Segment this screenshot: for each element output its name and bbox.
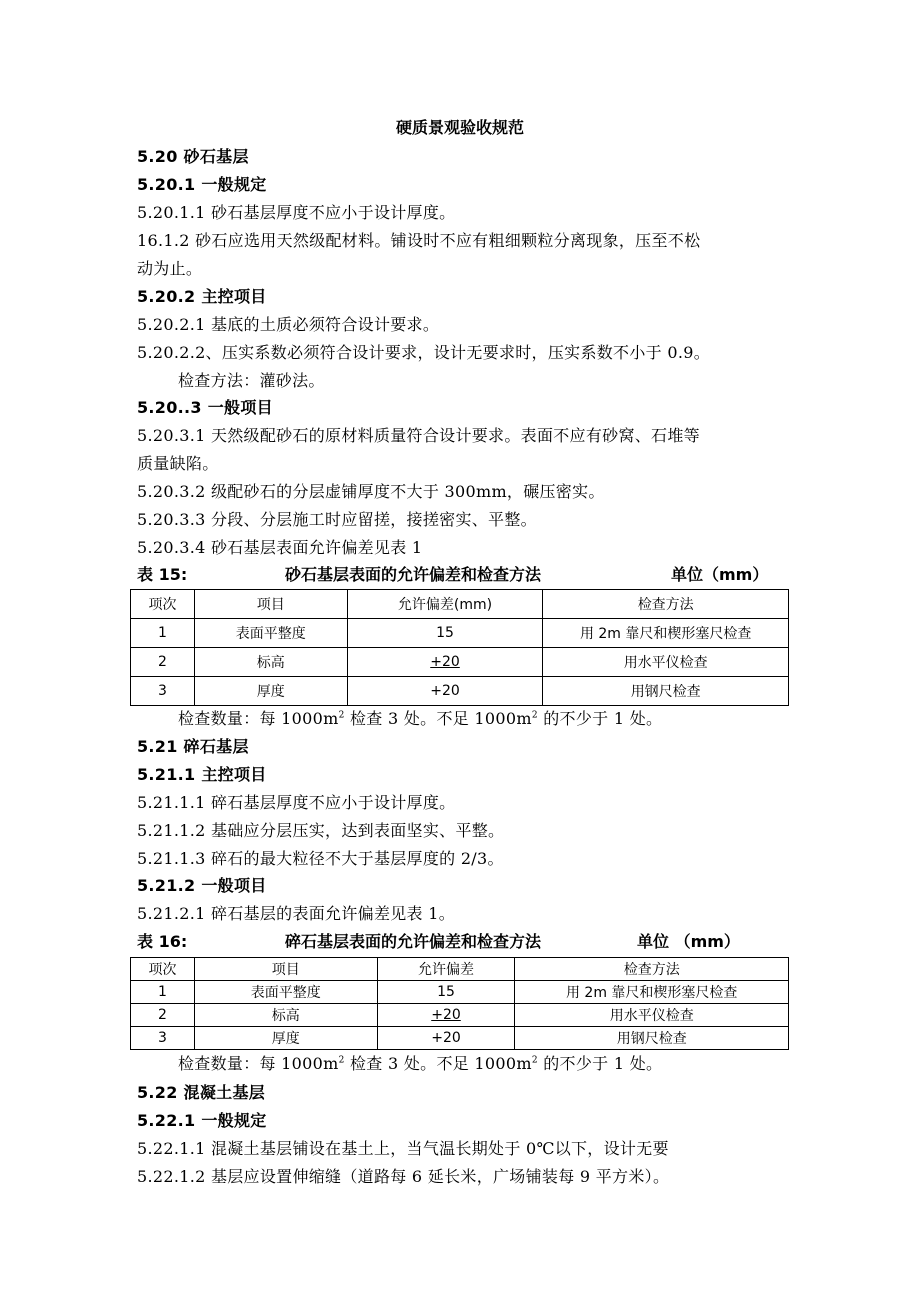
table-cell: 2 [131,648,195,677]
table-15 [130,589,789,706]
table-cell: 1 [131,981,195,1004]
table-cell: 表面平整度 [194,619,347,648]
table-header-cell: 检查方法 [515,958,789,981]
section-heading-5-20: 5.20 砂石基层 [137,147,249,166]
table-cell: 厚度 [194,677,347,706]
table-cell: 用水平仪检查 [515,1004,789,1027]
section-heading-5-22: 5.22 混凝土基层 [137,1083,266,1102]
table-row [131,1027,789,1050]
table-header-cell: 检查方法 [543,590,789,619]
table-cell: 用钢尺检查 [543,677,789,706]
paragraph: 5.21.1.2 基础应分层压实，达到表面坚实、平整。 [137,821,505,840]
inspection-quantity-note: 检查数量：每 $1000m^2$ 检查 3 处。不足 $1000m^2$ 的不少于 1 处。 [178,1054,663,1073]
subsection-heading-5-22-1: 5.22.1 一般规定 [137,1111,267,1130]
table-unit: 单位（mm） [671,565,769,584]
table-row [131,677,789,706]
table-cell: 15 [347,619,543,648]
table-header-cell: 项目 [194,958,377,981]
table-cell: 2 [131,1004,195,1027]
table-label: 表 16: [137,932,188,951]
table-header-cell: 允许偏差(mm) [347,590,543,619]
subsection-heading-5-20-1: 5.20.1 一般规定 [137,175,267,194]
table-header-row [131,958,789,981]
table-cell: 用水平仪检查 [543,648,789,677]
section-heading-5-21: 5.21 碎石基层 [137,737,249,756]
table-cell: 厚度 [194,1027,377,1050]
paragraph: 5.21.1.3 碎石的最大粒径不大于基层厚度的 2/3。 [137,849,504,868]
paragraph: 5.20.3.4 砂石基层表面允许偏差见表 1 [137,538,423,557]
subsection-heading-5-21-2: 5.21.2 一般项目 [137,876,267,895]
subsection-heading-5-20-2: 5.20.2 主控项目 [137,287,267,306]
table-cell: 15 [377,981,515,1004]
paragraph: 动为止。 [137,259,203,278]
paragraph: 5.22.1.2 基层应设置伸缩缝（道路每 6 延长米，广场铺装每 9 平方米）。 [137,1167,670,1186]
table-header-cell: 项次 [131,958,195,981]
paragraph: 5.20.2.2、压实系数必须符合设计要求，设计无要求时，压实系数不小于 0.9。 [137,343,710,362]
table-header-cell: 项目 [194,590,347,619]
table-cell: +20 [377,1027,515,1050]
table-cell: +20 [347,677,543,706]
table-row [131,648,789,677]
paragraph: 5.20.3.2 级配砂石的分层虚铺厚度不大于 300mm，碾压密实。 [137,482,605,501]
paragraph: 5.20.3.1 天然级配砂石的原材料质量符合设计要求。表面不应有砂窝、石堆等 [137,426,700,445]
table-row [131,619,789,648]
table-cell: 3 [131,677,195,706]
table-cell: 标高 [194,1004,377,1027]
paragraph: 质量缺陷。 [137,454,219,473]
table-header-cell: 允许偏差 [377,958,515,981]
table-cell: 3 [131,1027,195,1050]
table-cell: 用 2m 靠尺和楔形塞尺检查 [543,619,789,648]
paragraph: 5.20.2.1 基底的土质必须符合设计要求。 [137,315,440,334]
table-cell: 用 2m 靠尺和楔形塞尺检查 [515,981,789,1004]
paragraph: 5.21.1.1 碎石基层厚度不应小于设计厚度。 [137,793,456,812]
table-header-cell: 项次 [131,590,195,619]
paragraph: 16.1.2 砂石应选用天然级配材料。铺设时不应有粗细颗粒分离现象，压至不松 [137,231,701,250]
paragraph: 5.22.1.1 混凝土基层铺设在基土上，当气温长期处于 0℃以下，设计无要 [137,1139,669,1158]
inspection-method: 检查方法：灌砂法。 [178,371,325,390]
paragraph: 5.20.1.1 砂石基层厚度不应小于设计厚度。 [137,203,456,222]
table-row [131,1004,789,1027]
table-unit: 单位 （mm） [637,932,740,951]
subsection-heading-5-20-3: 5.20..3 一般项目 [137,398,273,417]
table-cell: +20 [347,648,543,677]
document-title: 硬质景观验收规范 [395,118,524,137]
paragraph: 5.21.2.1 碎石基层的表面允许偏差见表 1。 [137,904,456,923]
table-cell: 表面平整度 [194,981,377,1004]
table-row [131,981,789,1004]
table-title: 碎石基层表面的允许偏差和检查方法 [285,932,542,951]
table-16 [130,957,789,1050]
subsection-heading-5-21-1: 5.21.1 主控项目 [137,765,267,784]
table-label: 表 15: [137,565,188,584]
paragraph: 5.20.3.3 分段、分层施工时应留搓，接搓密实、平整。 [137,510,537,529]
table-cell: 1 [131,619,195,648]
table-title: 砂石基层表面的允许偏差和检查方法 [285,565,542,584]
table-header-row [131,590,789,619]
table-cell: 标高 [194,648,347,677]
inspection-quantity-note: 检查数量：每 $1000m^2$ 检查 3 处。不足 $1000m^2$ 的不少于 1 处。 [178,709,663,728]
table-cell: +20 [377,1004,515,1027]
table-cell: 用钢尺检查 [515,1027,789,1050]
